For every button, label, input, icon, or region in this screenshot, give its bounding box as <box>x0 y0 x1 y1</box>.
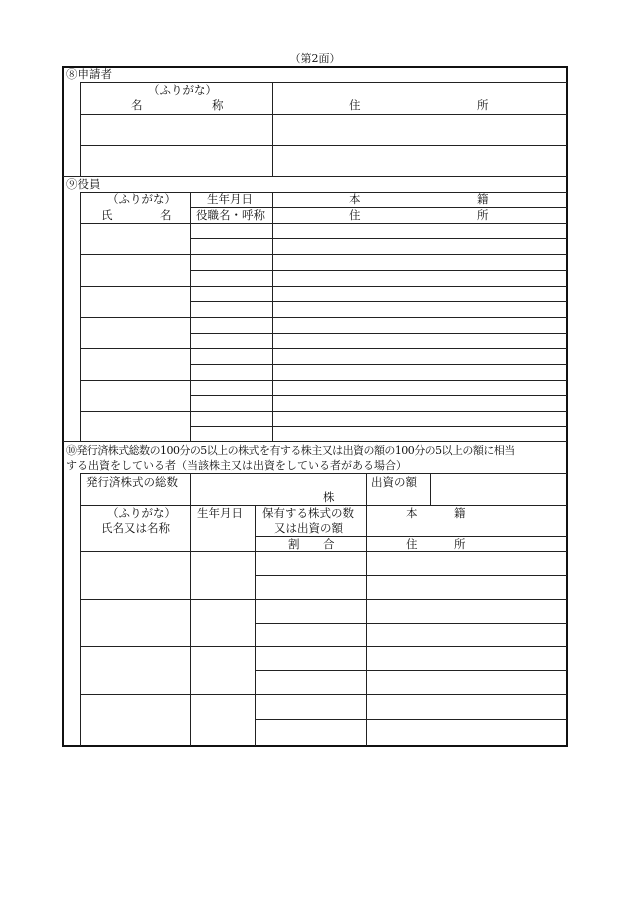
capital-amount-label: 出資の額 <box>371 475 417 489</box>
officer-address-label-b: 所 <box>477 208 489 222</box>
officer-name-label-a: 氏 <box>101 208 113 222</box>
officer-position-label: 役職名・呼称 <box>196 208 265 222</box>
shareholding-label-line-1: 保有する株式の数 <box>262 506 354 520</box>
shareholder-row[interactable] <box>81 600 567 645</box>
officer-furigana-label: （ふりがな） <box>107 192 176 206</box>
officer-row[interactable] <box>81 255 567 285</box>
shareholder-address-label-a: 住 <box>406 537 418 551</box>
applicant-name-label-a: 名 <box>131 98 143 112</box>
section-10-title-line-2: する出資をしている者（当該株主又は出資をしている者がある場合） <box>66 459 407 472</box>
officer-row[interactable] <box>81 287 567 316</box>
shareholding-label-line-2: 又は出資の額 <box>274 521 343 535</box>
total-shares-label: 発行済株式の総数 <box>86 475 178 489</box>
shareholder-row[interactable] <box>81 695 567 745</box>
applicant-address-label-a: 住 <box>349 98 361 112</box>
officer-row[interactable] <box>81 349 567 379</box>
shareholder-furigana-label: （ふりがな） <box>107 506 176 520</box>
page-number-header: （第2面） <box>289 52 341 65</box>
shareholder-row[interactable] <box>81 552 567 598</box>
shareholder-honseki-label-a: 本 <box>406 506 418 520</box>
applicant-row-2[interactable] <box>81 146 567 175</box>
section-9-title: ⑨役員 <box>66 177 101 191</box>
officer-row[interactable] <box>81 224 567 253</box>
officer-honseki-label-a: 本 <box>349 192 361 206</box>
section-8-title: ⑧申請者 <box>66 67 112 81</box>
ratio-label-a: 割 <box>288 537 300 551</box>
shareholder-honseki-label-b: 籍 <box>454 506 466 520</box>
applicant-address-label-b: 所 <box>477 98 489 112</box>
ratio-label-b: 合 <box>323 537 335 551</box>
shareholder-birthdate-label: 生年月日 <box>197 506 243 520</box>
applicant-row-1[interactable] <box>81 115 567 144</box>
officer-row[interactable] <box>81 318 567 347</box>
officer-name-label-b: 名 <box>160 208 172 222</box>
officer-birthdate-label: 生年月日 <box>207 192 253 206</box>
shares-unit-label: 株 <box>323 490 335 504</box>
total-shares-input[interactable] <box>191 474 365 504</box>
officer-honseki-label-b: 籍 <box>477 192 489 206</box>
officer-row[interactable] <box>81 412 567 440</box>
capital-amount-input[interactable] <box>431 474 567 504</box>
applicant-furigana-label: （ふりがな） <box>148 83 217 97</box>
shareholder-name-label: 氏名又は名称 <box>101 521 170 535</box>
officer-row[interactable] <box>81 381 567 410</box>
section-10-title-line-1: ⑩発行済株式総数の100分の5以上の株式を有する株主又は出資の額の100分の5以上の額に相当 <box>66 444 515 457</box>
officer-address-label-a: 住 <box>349 208 361 222</box>
shareholder-row[interactable] <box>81 647 567 693</box>
applicant-name-label-b: 称 <box>212 98 224 112</box>
shareholder-address-label-b: 所 <box>454 537 466 551</box>
